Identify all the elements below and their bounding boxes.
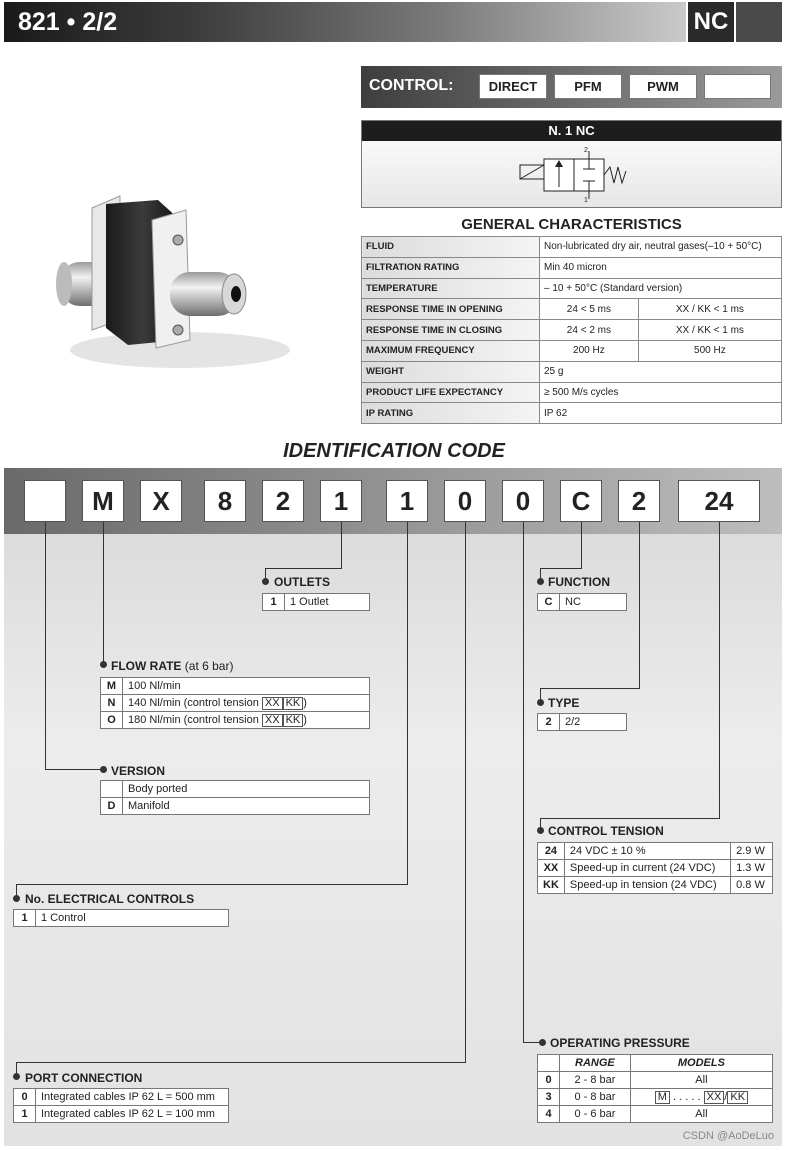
port-2-label: 2 [584,147,588,154]
row-power: 1.3 W [731,860,773,877]
row-desc: 100 Nl/min [123,678,370,695]
table-row [362,299,782,320]
code-cell-blank [24,480,66,522]
row-code: XX [538,860,565,877]
header-blank [538,1055,560,1072]
connector-line [581,522,582,568]
table-row [362,382,782,403]
outlets-title: OUTLETS [274,575,330,589]
bullet-dot [537,699,544,706]
table-row [538,714,627,731]
row-value: Non-lubricated dry air, neutral gases(–10 + 50°C) [540,237,782,258]
row-desc-end: ) [303,696,307,709]
code-box: KK [727,1091,748,1104]
row-code: N [101,695,123,712]
table-row [538,594,627,611]
row-key: FILTRATION RATING [362,257,540,278]
table-row [362,320,782,341]
row-code: 3 [538,1089,560,1106]
row-code: 1 [14,1106,36,1123]
row-value-24: 24 < 2 ms [540,320,639,341]
control-blank-option[interactable] [704,74,771,99]
row-value: IP 62 [540,403,782,424]
operating-pressure-table [537,1054,773,1123]
table-row [101,712,370,729]
identification-code-title: IDENTIFICATION CODE [283,440,505,462]
table-row [538,1106,773,1123]
general-characteristics-title: GENERAL CHARACTERISTICS [461,216,682,233]
row-desc-text: 180 Nl/min (control tension [128,713,259,726]
type-title: TYPE [548,696,580,710]
nc-badge: NC [686,2,734,42]
row-key: TEMPERATURE [362,278,540,299]
code-cell-type: 2 [618,480,660,522]
code-box: M [655,1091,670,1104]
table-row [14,1089,229,1106]
table-row [362,237,782,258]
electrical-controls-title: No. ELECTRICAL CONTROLS [25,892,195,906]
code-cell-electrical: 1 [386,480,428,522]
row-key: RESPONSE TIME IN CLOSING [362,320,540,341]
table-row [362,361,782,382]
row-models: All [630,1106,772,1123]
table-row [263,594,370,611]
connector-line [540,688,640,689]
connector-line [45,769,103,770]
row-value-xxkk: 500 Hz [638,340,781,361]
table-row [101,798,370,815]
row-code: 24 [538,843,565,860]
code-cell-2: 2 [262,480,304,522]
row-key: RESPONSE TIME IN OPENING [362,299,540,320]
control-pwm-option[interactable]: PWM [629,74,697,99]
row-code [101,781,123,798]
connector-line [103,522,104,664]
connector-line [265,568,342,569]
row-key: FLUID [362,237,540,258]
row-value: ≥ 500 M/s cycles [540,382,782,403]
table-row [538,1072,773,1089]
row-desc-end: ) [303,713,307,726]
version-table [100,780,370,815]
row-desc: 1 Control [36,910,229,927]
row-value-xxkk: XX / KK < 1 ms [638,299,781,320]
code-cell-tension: 24 [678,480,760,522]
row-code: D [101,798,123,815]
row-range: 0 - 6 bar [560,1106,631,1123]
connector-line [639,522,640,688]
table-row [101,678,370,695]
row-value: Min 40 micron [540,257,782,278]
bullet-dot [100,661,107,668]
page-title: 821 • 2/2 [18,8,118,36]
row-code: 1 [14,910,36,927]
bullet-dot [539,1039,546,1046]
row-code: 2 [538,714,560,731]
header-bar [4,2,730,42]
row-code: KK [538,877,565,894]
row-range: 2 - 8 bar [560,1072,631,1089]
table-row [538,1089,773,1106]
row-value: 25 g [540,361,782,382]
row-desc [123,712,370,729]
code-cell-x: X [140,480,182,522]
bullet-dot [13,895,20,902]
table-row [14,910,229,927]
row-desc-text: 140 Nl/min (control tension [128,696,259,709]
port-connection-table [13,1088,229,1123]
header-range: RANGE [560,1055,631,1072]
row-power: 2.9 W [731,843,773,860]
row-code: 0 [14,1089,36,1106]
row-key: PRODUCT LIFE EXPECTANCY [362,382,540,403]
row-power: 0.8 W [731,877,773,894]
code-cell-outlets: 1 [320,480,362,522]
flow-rate-label: FLOW RATE [111,659,182,673]
control-label: CONTROL: [369,77,454,94]
connector-line [540,818,720,819]
function-table [537,593,627,611]
connector-line [45,522,46,769]
control-tension-title: CONTROL TENSION [548,824,664,838]
function-title: FUNCTION [548,575,610,589]
row-desc: Speed-up in tension (24 VDC) [564,877,730,894]
bullet-dot [537,578,544,585]
row-key: WEIGHT [362,361,540,382]
code-cell-pressure: 0 [502,480,544,522]
watermark: CSDN @AoDeLuo [682,1130,774,1142]
row-code: 4 [538,1106,560,1123]
row-desc: 24 VDC ± 10 % [564,843,730,860]
connector-line [465,522,466,1062]
separator: / [724,1090,728,1103]
port-1-label: 1 [584,197,588,204]
row-key: MAXIMUM FREQUENCY [362,340,540,361]
code-box: XX [704,1091,725,1104]
dots: . . . . . [673,1090,701,1103]
header-tail [736,2,782,42]
row-models [630,1089,772,1106]
table-row [101,695,370,712]
row-key: IP RATING [362,403,540,424]
row-code: 1 [263,594,285,611]
table-row [362,278,782,299]
row-desc: Speed-up in current (24 VDC) [564,860,730,877]
table-row [538,860,773,877]
row-range: 0 - 8 bar [560,1089,631,1106]
row-desc: 1 Outlet [285,594,370,611]
row-value: – 10 + 50°C (Standard version) [540,278,782,299]
row-desc: Manifold [123,798,370,815]
code-cell-8: 8 [204,480,246,522]
header-models: MODELS [630,1055,772,1072]
general-characteristics-table [361,236,782,424]
code-cell-m: M [82,480,124,522]
symbol-title: N. 1 NC [362,121,781,141]
flow-rate-title [111,659,233,673]
table-row [362,340,782,361]
connector-line [16,884,408,885]
version-title: VERSION [111,764,166,778]
port-connection-title: PORT CONNECTION [25,1071,143,1085]
operating-pressure-title: OPERATING PRESSURE [550,1036,690,1050]
table-row [14,1106,229,1123]
connector-line [719,522,720,818]
row-desc: NC [560,594,627,611]
table-row [538,877,773,894]
table-header-row [538,1055,773,1072]
control-pfm-option[interactable]: PFM [554,74,622,99]
flow-rate-table [100,677,370,729]
table-row [101,781,370,798]
row-models: All [630,1072,772,1089]
bullet-dot [100,766,107,773]
code-cell-port: 0 [444,480,486,522]
table-row [362,257,782,278]
bullet-dot [262,578,269,585]
row-desc: Integrated cables IP 62 L = 500 mm [36,1089,229,1106]
row-value-xxkk: XX / KK < 1 ms [638,320,781,341]
table-row [538,843,773,860]
row-desc: Integrated cables IP 62 L = 100 mm [36,1106,229,1123]
connector-line [341,522,342,568]
connector-line [407,522,408,884]
row-desc: Body ported [123,781,370,798]
bullet-dot [537,827,544,834]
row-value-24: 24 < 5 ms [540,299,639,320]
row-desc: 2/2 [560,714,627,731]
code-box: KK [283,714,304,727]
control-tension-table [537,842,773,894]
row-value-24: 200 Hz [540,340,639,361]
code-box: XX [262,697,283,710]
pneumatic-symbol-icon [362,141,781,207]
code-box: XX [262,714,283,727]
row-code: C [538,594,560,611]
row-code: O [101,712,123,729]
table-row [362,403,782,424]
connector-line [540,568,582,569]
connector-line [523,522,524,1042]
type-table [537,713,627,731]
connector-line [16,1062,466,1063]
valve-symbol-box [361,120,782,208]
code-cell-function: C [560,480,602,522]
valve-product-image [40,180,300,380]
code-box: KK [283,697,304,710]
outlets-table [262,593,370,611]
electrical-controls-table [13,909,229,927]
control-bar [361,66,782,108]
bullet-dot [13,1073,20,1080]
row-code: M [101,678,123,695]
row-desc [123,695,370,712]
control-direct-option[interactable]: DIRECT [479,74,547,99]
row-code: 0 [538,1072,560,1089]
flow-rate-note: (at 6 bar) [184,659,234,673]
